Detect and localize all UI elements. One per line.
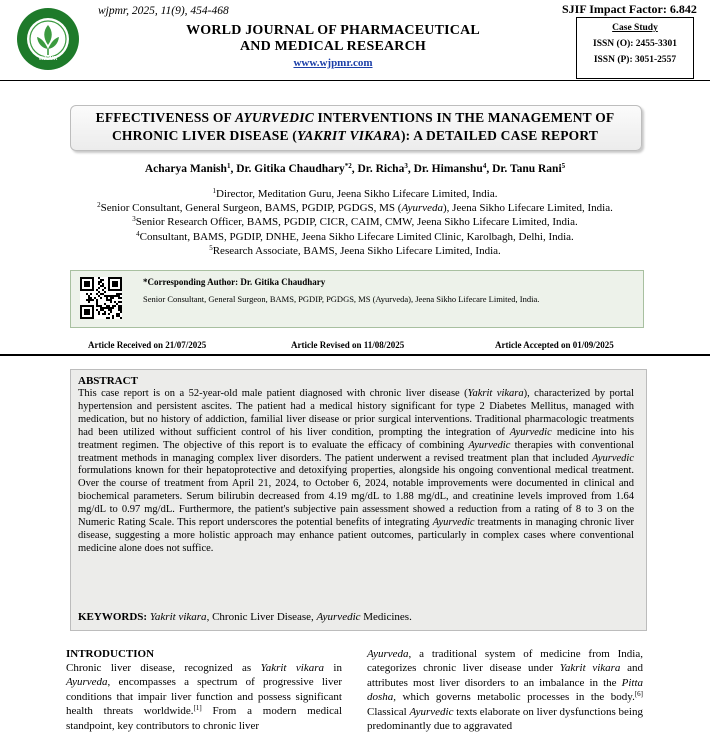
issn-print: ISSN (P): 3051-2557 bbox=[593, 55, 677, 65]
keywords bbox=[78, 611, 412, 623]
logo-short-name: WJPMR bbox=[38, 56, 58, 62]
affiliation-4: $^4$Consultant, BAMS, PGDIP, DNHE, Jeena Sikho Lifecare Limited Clinic, Karolbagh, Delhi, India. bbox=[136, 229, 574, 243]
introduction-right-column: Ayurveda, a traditional system of medicine from India, categorizes chronic liver disease under Yakrit vikara and attributes most liver disorders to an imbalance in the Pitta dosha, which governs metabolic processes in the body.[6] Classical Ayurvedic texts elaborate on liver dysfunctions being predominantly due to aggravated bbox=[367, 648, 643, 733]
corresponding-author-label: *Corresponding Author: Dr. Gitika Chaudhary bbox=[143, 277, 326, 287]
affiliation-2: $^2$Senior Consultant, General Surgeon, BAMS, PGDIP, PGDGS, MS (Ayurveda), Jeena Sikho Lifecare Limited, India. bbox=[97, 201, 613, 215]
corresponding-author-detail: Senior Consultant, General Surgeon, BAMS, PGDIP, PGDGS, MS (Ayurveda), Jeena Sikho Lifecare Limited, India. bbox=[143, 294, 540, 304]
article-type: Case Study bbox=[612, 23, 658, 33]
title-line-1: EFFECTIVENESS OF AYURVEDIC INTERVENTIONS IN THE MANAGEMENT OF bbox=[95, 110, 615, 125]
header-divider bbox=[0, 80, 710, 81]
author-list bbox=[0, 163, 710, 175]
keywords-label: KEYWORDS: bbox=[78, 611, 148, 623]
affiliation-3: $^3$Senior Research Officer, BAMS, PGDIP, CICR, CAIM, CMW, Jeena Sikho Lifecare Limited, India. bbox=[132, 215, 578, 229]
author-5: Dr. Tanu Rani$^5$ bbox=[492, 162, 566, 175]
date-received: Article Received on 21/07/2025 bbox=[88, 340, 207, 350]
introduction-heading: INTRODUCTION bbox=[66, 648, 155, 660]
keywords-list: Yakrit vikara, Chronic Liver Disease, Ayurvedic Medicines. bbox=[149, 611, 412, 623]
qr-code-icon[interactable] bbox=[80, 277, 122, 319]
article-title bbox=[70, 109, 640, 145]
date-accepted: Article Accepted on 01/09/2025 bbox=[495, 340, 614, 350]
author-2: Dr. Gitika Chaudhary$^{*2}$, bbox=[236, 162, 358, 175]
affiliation-list bbox=[0, 187, 710, 258]
journal-url-link[interactable]: www.wjpmr.com bbox=[293, 57, 373, 69]
dates-divider bbox=[0, 354, 710, 356]
journal-url bbox=[150, 57, 516, 69]
author-1: Acharya Manish$^1$, bbox=[144, 162, 237, 175]
title-line-2: CHRONIC LIVER DISEASE (YAKRIT VIKARA): A DETAILED CASE REPORT bbox=[111, 128, 599, 143]
abstract-heading: ABSTRACT bbox=[78, 375, 138, 387]
journal-logo bbox=[16, 7, 80, 71]
journal-title-line-2: AND MEDICAL RESEARCH bbox=[239, 39, 427, 54]
issn-box bbox=[576, 17, 694, 79]
affiliation-1: $^1$Director, Meditation Guru, Jeena Sikho Lifecare Limited, India. bbox=[212, 187, 498, 200]
introduction-left-column: Chronic liver disease, recognized as Yakrit vikara in Ayurveda, encompasses a spectrum of progressive liver conditions that impair liver function and possess significant health threats worldwide.[1] From a modern medical standpoint, key contributors to chronic liver bbox=[66, 662, 342, 732]
abstract-body: This case report is on a 52-year-old male patient diagnosed with chronic liver disease (Yakrit vikara), characterized by portal hypertension and persistent ascites. The patient had a medical history significant for type 2 Diabetes Mellitus, managed with medication, but no history of addiction, familial liver disease or prior surgical interventions. Traditional pharmacologic treatments had been utilized without sufficient control of his liver condition, prompting the integration of Ayurvedic medicine into his treatment regimen. The objective of this report is to evaluate the efficacy of combining Ayurvedic therapies with conventional treatment methods in managing complex liver disorders. The patient underwent a revised treatment plan that included Ayurvedic formulations known for their hepatoprotective and detoxifying properties, alongside his ongoing conventional medical treatment. Over the course of treatment from April 21, 2024, to October 6, 2024, notable improvements were documented in clinical and biochemical parameters. Serum bilirubin decreased from 4.19 mg/dL to 1.88 mg/dL, and creatinine levels improved from 1.64 mg/dL to 0.97 mg/dL. Furthermore, the patient's subjective pain assessment showed a reduction from a rating of 8 to 3 on the Numeric Rating Scale. This report underscores the potential benefits of integrating Ayurvedic treatments in managing chronic liver disease, suggesting a more holistic approach may enhance patient outcomes, particularly in complex cases where conventional medicine alone does not suffice. bbox=[78, 388, 635, 554]
author-4: Dr. Himanshu$^4$, bbox=[413, 162, 493, 175]
date-revised: Article Revised on 11/08/2025 bbox=[291, 340, 405, 350]
citation: wjpmr, 2025, 11(9), 454-468 bbox=[98, 5, 229, 17]
issn-online: ISSN (O): 2455-3301 bbox=[593, 39, 677, 49]
affiliation-5: $^5$Research Associate, BAMS, Jeena Sikho Lifecare Limited, India. bbox=[209, 243, 501, 257]
author-3: Dr. Richa$^3$, bbox=[357, 162, 414, 175]
impact-factor: SJIF Impact Factor: 6.842 bbox=[562, 2, 697, 16]
journal-title bbox=[150, 23, 516, 55]
journal-title-line-1: WORLD JOURNAL OF PHARMACEUTICAL bbox=[186, 23, 480, 38]
